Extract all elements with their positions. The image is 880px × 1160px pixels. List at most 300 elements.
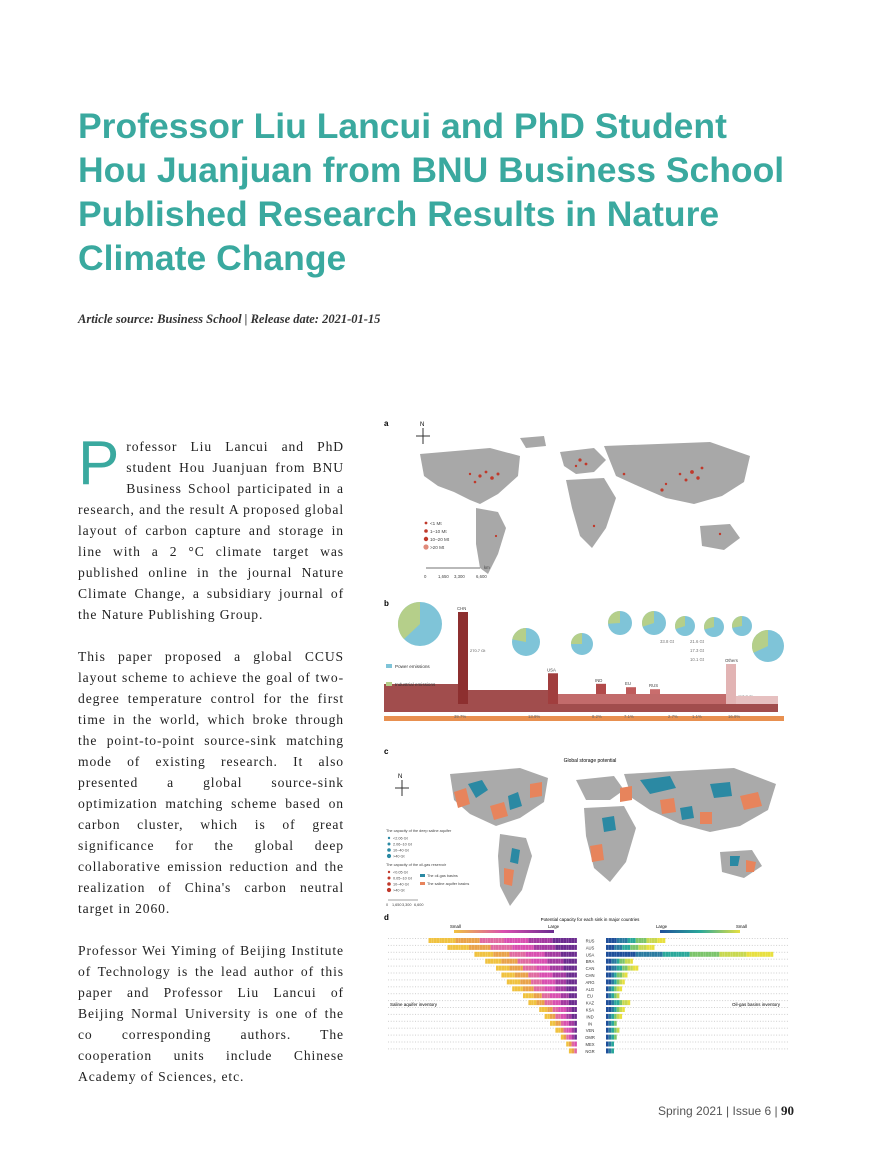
oilgas-cell [709, 1014, 710, 1015]
oilgas-cell [736, 1000, 737, 1001]
oilgas-cell [649, 966, 650, 967]
oilgas-cell [714, 952, 717, 957]
saline-cell [450, 1000, 451, 1001]
oilgas-cell [614, 973, 617, 978]
saline-cell [439, 1048, 440, 1049]
saline-cell [534, 1000, 537, 1005]
oilgas-cell [733, 959, 734, 960]
oilgas-cell [622, 993, 623, 994]
saline-cell [480, 1042, 481, 1043]
oilgas-cell [638, 1021, 639, 1022]
oilgas-cell [709, 959, 710, 960]
saline-cell [458, 979, 459, 980]
oilgas-cell [771, 993, 772, 994]
oilgas-cell [755, 1035, 756, 1036]
oilgas-cell [644, 1028, 645, 1029]
oilgas-cell [784, 1021, 785, 1022]
oilgas-cell [690, 1035, 691, 1036]
saline-cell [396, 1021, 397, 1022]
saline-cell [469, 1021, 470, 1022]
emission-step [736, 696, 778, 704]
saline-cell [423, 979, 424, 980]
oilgas-cell [741, 973, 742, 974]
saline-cell [501, 1035, 502, 1036]
saline-cell [523, 1007, 524, 1008]
panel-d-oilgas-rows [606, 938, 788, 1053]
oilgas-cell [617, 1035, 618, 1036]
oilgas-cell [744, 1007, 745, 1008]
oilgas-cell [784, 1000, 785, 1001]
oilgas-cell [636, 986, 637, 987]
saline-cell [574, 1000, 577, 1005]
oilgas-cell [717, 973, 718, 974]
oilgas-cell [733, 1021, 734, 1022]
oilgas-cell [674, 993, 675, 994]
saline-cell [512, 952, 515, 957]
saline-cell [491, 966, 492, 967]
saline-cell [456, 979, 457, 980]
oilgas-cell [671, 1000, 672, 1001]
bar-label: EU [625, 681, 631, 687]
oilgas-cell [711, 938, 712, 939]
saline-cell [537, 1028, 538, 1029]
saline-cell [402, 1000, 403, 1001]
saline-cell [437, 986, 438, 987]
oilgas-cell [698, 1048, 699, 1049]
saline-cell [407, 973, 408, 974]
saline-cell [550, 1000, 553, 1005]
saline-cell [485, 1021, 486, 1022]
saline-cell [523, 1000, 524, 1001]
oilgas-cell [636, 1014, 637, 1015]
oilgas-cell [606, 979, 609, 984]
oilgas-cell [728, 1021, 729, 1022]
oilgas-cell [647, 938, 650, 943]
oilgas-cell [668, 959, 669, 960]
oilgas-cell [687, 1035, 688, 1036]
saline-cell [453, 1035, 454, 1036]
oilgas-cell [730, 1028, 731, 1029]
oilgas-cell [776, 1000, 777, 1001]
oilgas-cell [765, 1048, 766, 1049]
panel-b [384, 599, 784, 721]
saline-cell [412, 986, 413, 987]
oilgas-cell [757, 993, 758, 994]
saline-cell [504, 966, 507, 971]
saline-cell [480, 938, 483, 943]
oilgas-cell [749, 1000, 750, 1001]
oilgas-cell [652, 945, 655, 950]
oilgas-cell [736, 1021, 737, 1022]
saline-cell [469, 1014, 470, 1015]
saline-cell [510, 1035, 511, 1036]
oilgas-cell [757, 938, 758, 939]
oilgas-cell [606, 973, 609, 978]
saline-cell [496, 986, 497, 987]
saline-cell [450, 938, 453, 943]
saline-cell [442, 945, 443, 946]
saline-cell [512, 973, 515, 978]
oilgas-cell [741, 1000, 742, 1001]
oilgas-cell [738, 966, 739, 967]
saline-cell [531, 1000, 534, 1005]
oilgas-cell [641, 1028, 642, 1029]
saline-cell [472, 1000, 473, 1001]
saline-cell [523, 1048, 524, 1049]
oilgas-cell [773, 945, 774, 946]
oilgas-cell [771, 1021, 772, 1022]
saline-cell [469, 1048, 470, 1049]
oilgas-cell [638, 1000, 639, 1001]
emission-pie-industrial [608, 611, 620, 624]
saline-cell [402, 1028, 403, 1029]
saline-cell [480, 1021, 481, 1022]
oilgas-cell [722, 979, 723, 980]
oilgas-cell [663, 1014, 664, 1015]
oilgas-cell [776, 945, 777, 946]
oilgas-cell [692, 993, 693, 994]
oilgas-cell [730, 1021, 731, 1022]
saline-cell [388, 952, 389, 953]
oilgas-cell [784, 945, 785, 946]
saline-cell [399, 986, 400, 987]
oilgas-cell [709, 986, 710, 987]
saline-cell [534, 1042, 535, 1043]
oilgas-cell [668, 1007, 669, 1008]
oilgas-cell [690, 959, 691, 960]
saline-cell [512, 1000, 513, 1001]
oilgas-cell [722, 1048, 723, 1049]
saline-cell [431, 966, 432, 967]
oilgas-cell [617, 979, 620, 984]
oilgas-cell [765, 966, 766, 967]
saline-cell [545, 993, 548, 998]
oilgas-cell [630, 1014, 631, 1015]
saline-cell [550, 1042, 551, 1043]
oilgas-cell [638, 979, 639, 980]
saline-cell [566, 1048, 567, 1049]
oilgas-cell [647, 1007, 648, 1008]
oilgas-cell [784, 986, 785, 987]
saline-cell [510, 959, 513, 964]
oilgas-cell [730, 993, 731, 994]
saline-cell [518, 1021, 519, 1022]
oilgas-cell [787, 1014, 788, 1015]
oilgas-cell [671, 1042, 672, 1043]
saline-cell [564, 979, 567, 984]
oilgas-cell [717, 945, 718, 946]
oilgas-cell [744, 1021, 745, 1022]
oilgas-cell [606, 966, 609, 971]
saline-cell [485, 945, 488, 950]
saline-cell [447, 959, 448, 960]
oilgas-cell [609, 1042, 612, 1047]
saline-cell [574, 952, 577, 957]
saline-cell [393, 1048, 394, 1049]
oilgas-cell [733, 1007, 734, 1008]
saline-cell [515, 1007, 516, 1008]
oilgas-cell [652, 979, 653, 980]
oilgas-cell [765, 1035, 766, 1036]
saline-cell [456, 945, 459, 950]
saline-cell [445, 993, 446, 994]
saline-cell [537, 1042, 538, 1043]
oilgas-cell [647, 979, 648, 980]
oilgas-cell [682, 1028, 683, 1029]
saline-cell [574, 993, 577, 998]
saline-cell [453, 1014, 454, 1015]
saline-cell [412, 938, 413, 939]
oilgas-cell [701, 973, 702, 974]
saline-cell [391, 938, 392, 939]
saline-cell [507, 1007, 508, 1008]
saline-cell [569, 945, 572, 950]
saline-cell [402, 1007, 403, 1008]
oilgas-cell [730, 966, 731, 967]
oilgas-cell [636, 938, 639, 943]
paragraph-3: Professor Wei Yiming of Beijing Institute of Technology is the lead author of this paper and Professor Liu Lancui of Beijing Normal University is one of the co corresponding authors. The cooperation units include Chinese Academy of Sciences, etc. [78, 943, 344, 1084]
oilgas-cell [744, 1000, 745, 1001]
saline-cell [469, 959, 470, 960]
saline-cell [566, 959, 569, 964]
oilgas-cell [709, 979, 710, 980]
oilgas-cell [776, 979, 777, 980]
saline-cell [461, 952, 462, 953]
oilgas-cell [768, 973, 769, 974]
oilgas-cell [647, 986, 648, 987]
saline-cell [458, 1042, 459, 1043]
oilgas-cell [714, 1021, 715, 1022]
saline-cell [534, 979, 537, 984]
oilgas-cell [655, 979, 656, 980]
oilgas-cell [609, 959, 612, 964]
saline-cell [412, 1042, 413, 1043]
panel-c-north: N [398, 774, 403, 780]
saline-cell [453, 1000, 454, 1001]
oilgas-cell [679, 1021, 680, 1022]
saline-cell [469, 1035, 470, 1036]
oilgas-cell [630, 1028, 631, 1029]
oilgas-cell [784, 973, 785, 974]
saline-cell [496, 1021, 497, 1022]
oilgas-cell [652, 959, 653, 960]
saline-cell [496, 979, 497, 980]
panel-d-saline-rows [388, 938, 577, 1053]
saline-cell [412, 1028, 413, 1029]
oilgas-cell [728, 1042, 729, 1043]
oilgas-cell [679, 959, 680, 960]
oilgas-cell [730, 1042, 731, 1043]
oilgas-cell [628, 952, 631, 957]
saline-cell [531, 1014, 532, 1015]
oilgas-cell [674, 1000, 675, 1001]
oilgas-cell [706, 945, 707, 946]
saline-cell [531, 973, 534, 978]
saline-cell [534, 973, 537, 978]
oilgas-cell [644, 1021, 645, 1022]
oilgas-cell [725, 993, 726, 994]
oilgas-cell [609, 1048, 612, 1053]
saline-cell [393, 1028, 394, 1029]
oilgas-cell [736, 993, 737, 994]
oilgas-cell [719, 993, 720, 994]
oilgas-cell [649, 959, 650, 960]
saline-cell [447, 966, 448, 967]
oilgas-cell [679, 973, 680, 974]
saline-cell [572, 1000, 575, 1005]
saline-cell [534, 959, 537, 964]
oilgas-cell [733, 1048, 734, 1049]
saline-cell [574, 1021, 577, 1026]
saline-cell [526, 966, 529, 971]
oilgas-cell [679, 1007, 680, 1008]
saline-cell [447, 1014, 448, 1015]
oilgas-cell [630, 1042, 631, 1043]
saline-cell [399, 979, 400, 980]
oilgas-cell [649, 986, 650, 987]
saline-cell [534, 986, 537, 991]
saline-cell [393, 1035, 394, 1036]
saline-cell [569, 1028, 572, 1033]
oilgas-cell [676, 1042, 677, 1043]
saline-cell [547, 938, 550, 943]
oilgas-cell [628, 966, 631, 971]
saline-cell [488, 938, 491, 943]
oilgas-cell [625, 973, 628, 978]
oilgas-cell [676, 959, 677, 960]
saline-cell [537, 966, 540, 971]
saline-cell [439, 1028, 440, 1029]
oilgas-cell [730, 952, 733, 957]
saline-cell [431, 1028, 432, 1029]
saline-cell [496, 1042, 497, 1043]
saline-cell [404, 973, 405, 974]
oilgas-cell [717, 1035, 718, 1036]
saline-cell [388, 959, 389, 960]
saline-cell [561, 1042, 562, 1043]
oilgas-cell [630, 1007, 631, 1008]
saline-cell [545, 973, 548, 978]
saline-cell [512, 938, 515, 943]
saline-cell [445, 1000, 446, 1001]
saline-cell [442, 938, 445, 943]
oilgas-cell [606, 959, 609, 964]
saline-cell [539, 986, 542, 991]
oilgas-cell [655, 945, 656, 946]
saline-cell [474, 966, 475, 967]
oilgas-cell [628, 1007, 629, 1008]
saline-cell [402, 952, 403, 953]
oilgas-cell [665, 938, 666, 939]
oilgas-cell [684, 979, 685, 980]
oilgas-cell [657, 1042, 658, 1043]
oilgas-cell [641, 1021, 642, 1022]
saline-cell [531, 938, 534, 943]
saline-cell [553, 1048, 554, 1049]
saline-cell [507, 979, 510, 984]
saline-cell [450, 1014, 451, 1015]
saline-cell [439, 1021, 440, 1022]
saline-cell [485, 1042, 486, 1043]
oilgas-cell [706, 959, 707, 960]
saline-cell [561, 959, 564, 964]
emission-step [558, 694, 726, 704]
saline-cell [450, 973, 451, 974]
saline-cell [555, 1000, 558, 1005]
saline-cell [420, 1048, 421, 1049]
oilgas-cell [730, 938, 731, 939]
oilgas-cell [709, 1000, 710, 1001]
oilgas-cell [717, 1021, 718, 1022]
saline-cell [545, 1035, 546, 1036]
saline-cell [518, 973, 521, 978]
oilgas-cell [757, 979, 758, 980]
oilgas-cell [779, 993, 780, 994]
oilgas-cell [755, 945, 756, 946]
oilgas-cell [649, 1014, 650, 1015]
saline-cell [569, 1042, 572, 1047]
oilgas-cell [617, 993, 620, 998]
saline-cell [404, 1000, 405, 1001]
oilgas-cell [641, 966, 642, 967]
saline-cell [510, 1021, 511, 1022]
saline-cell [477, 1028, 478, 1029]
saline-cell [426, 1028, 427, 1029]
paragraph-1-text: rofessor Liu Lancui and PhD student Hou Juanjuan from BNU Business School participated in a research, and the result A proposed global layout of carbon capture and storage in line with a 2 °C climate target was published online in the journal Nature Climate Change, a subsidiary journal of the Nature Publishing Group. [78, 439, 344, 622]
saline-cell [520, 986, 523, 991]
saline-cell [439, 952, 440, 953]
saline-cell [474, 952, 477, 957]
oilgas-cell [655, 1021, 656, 1022]
saline-cell [431, 1035, 432, 1036]
saline-cell [501, 938, 504, 943]
saline-cell [480, 966, 481, 967]
oilgas-cell [617, 1021, 618, 1022]
saline-cell [504, 1048, 505, 1049]
saline-cell [488, 945, 491, 950]
saline-cell [496, 973, 497, 974]
saline-cell [466, 986, 467, 987]
oilgas-cell [725, 1007, 726, 1008]
oilgas-cell [692, 1035, 693, 1036]
saline-cell [480, 973, 481, 974]
oilgas-cell [674, 959, 675, 960]
saline-cell [391, 959, 392, 960]
oilgas-cell [622, 1000, 625, 1005]
saline-cell [547, 959, 550, 964]
emission-bar-chn [458, 612, 468, 704]
oilgas-cell [630, 1000, 631, 1001]
oilgas-cell [655, 1042, 656, 1043]
saline-cell [534, 952, 537, 957]
saline-cell [561, 1007, 564, 1012]
oilgas-cell [779, 945, 780, 946]
oilgas-cell [752, 952, 755, 957]
oilgas-cell [757, 959, 758, 960]
saline-cell [515, 1042, 516, 1043]
saline-cell [553, 1000, 556, 1005]
oilgas-cell [649, 1042, 650, 1043]
oilgas-cell [703, 945, 704, 946]
oilgas-cell [744, 938, 745, 939]
footer-issue: Spring 2021 | Issue 6 | [658, 1104, 778, 1118]
saline-cell [488, 1021, 489, 1022]
oilgas-cell [749, 1014, 750, 1015]
oilgas-cell [644, 945, 647, 950]
oilgas-cell [636, 1035, 637, 1036]
oilgas-cell [628, 979, 629, 980]
saline-cell [488, 986, 489, 987]
